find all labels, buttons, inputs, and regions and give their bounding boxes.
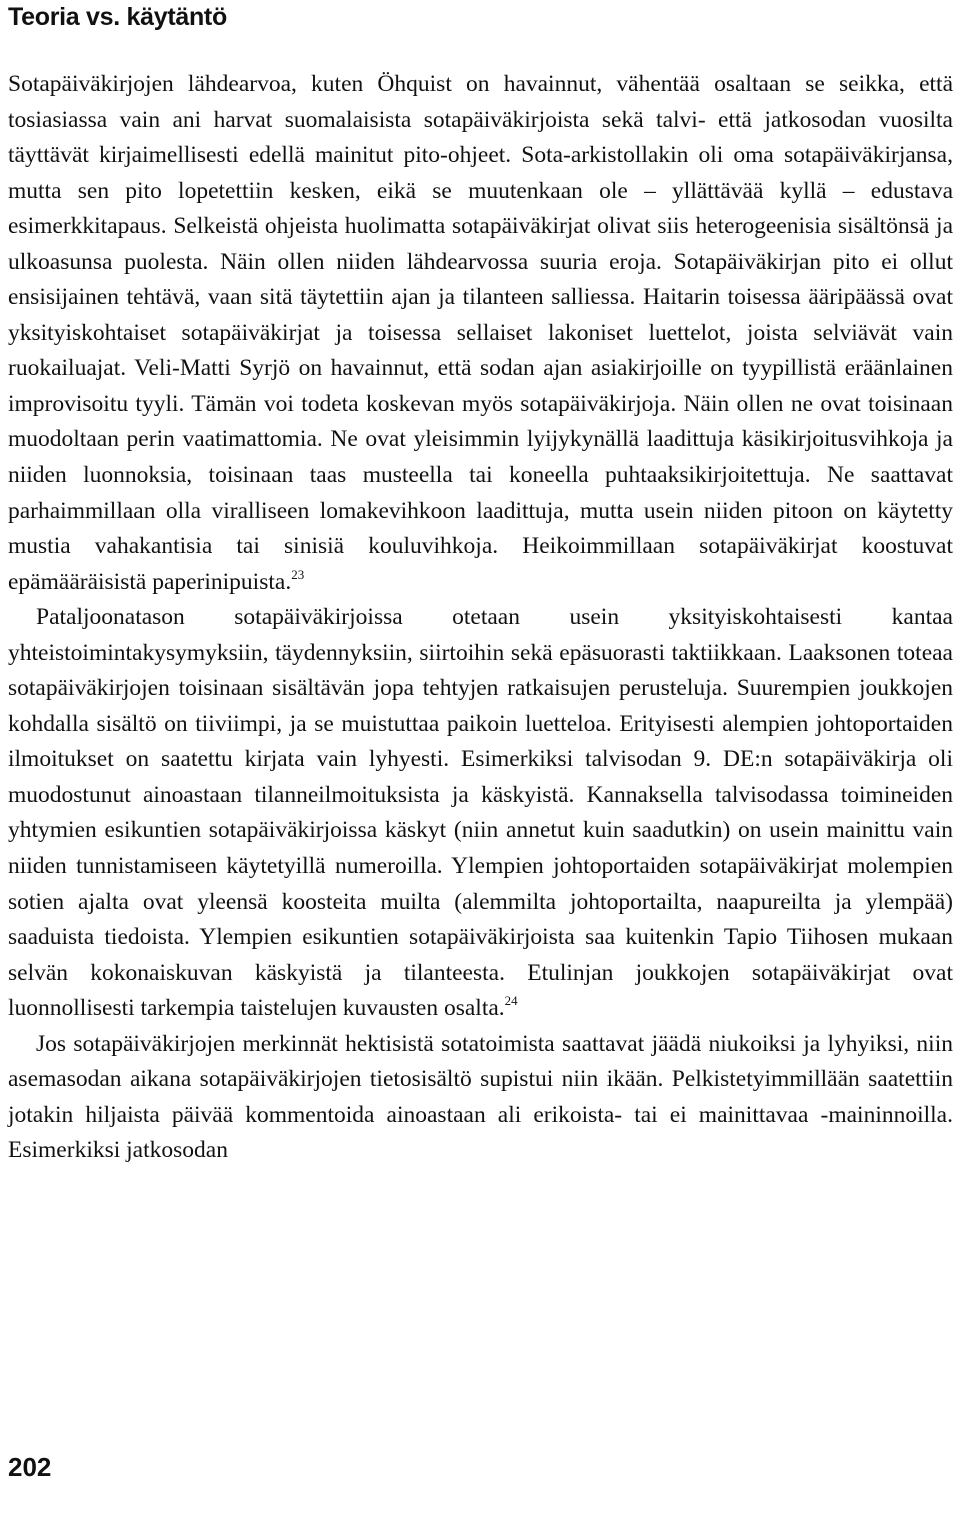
paragraph-3 [8,1027,953,1169]
paragraph-1-text: Sotapäiväkirjojen lähdearvoa, kuten Öhquist on havainnut, vähentää osaltaan se seikka, että tosiasiassa vain ani harvat suomalaisista sotapäiväkirjoista sekä talvi- että jatkosodan vuosilta täyttävät kirjaimellisesti edellä mainitut pito-ohjeet. Sota-arkistollakin oli oma sotapäiväkirjansa, mutta sen pito lopetettiin kesken, eikä se muutenkaan ole – yllättävää kyllä – edustava esimerkkitapaus. Selkeistä ohjeista huolimatta sotapäiväkirjat olivat siis heterogeenisia sisältönsä ja ulkoasunsa puolesta. Näin ollen niiden lähdearvossa suuria eroja. Sotapäiväkirjan pito ei ollut ensisijainen tehtävä, vaan sitä täytettiin ajan ja tilanteen salliessa. Haitarin toisessa ääripäässä ovat yksityiskohtaiset sotapäiväkirjat ja toisessa sellaiset lakoniset luettelot, joista selviävät vain ruokailuajat. Veli-Matti Syrjö on havainnut, että sodan ajan asiakirjoille on tyypillistä eräänlainen improvisoitu tyyli. Tämän voi todeta koskevan myös sotapäiväkirjoja. Näin ollen ne ovat toisinaan muodoltaan perin vaatimattomia. Ne ovat yleisimmin lyijykynällä laadittuja käsikirjoitusvihkoja ja niiden luonnoksia, toisinaan taas musteella tai koneella puhtaaksikirjoitettuja. Ne saattavat parhaimmillaan olla viralliseen lomakevihkoon laadittuja, mutta usein niiden pitoon on käytetty mustia vahakantisia tai sinisiä kouluvihkoja. Heikoimmillaan sotapäiväkirjat koostuvat epämääräisistä paperinipuista. [8,71,953,595]
paragraph-1 [8,67,953,600]
running-header: Teoria vs. käytäntö [8,3,227,31]
paragraph-2-text: Pataljoonatason sotapäiväkirjoissa otetaan usein yksityiskohtaisesti kantaa yhteistoimintakysymyksiin, täydennyksiin, siirtoihin sekä epäsuorasti taktiikkaan. Laaksonen toteaa sotapäiväkirjojen toisinaan sisältävän jopa tehtyjen ratkaisujen perusteluja. Suurempien joukkojen kohdalla sisältö on tiiviimpi, ja se muistuttaa paikoin luetteloa. Erityisesti alempien johtoportaiden ilmoitukset on saatettu kirjata vain lyhyesti. Esimerkiksi talvisodan 9. DE:n sotapäiväkirja oli muodostunut ainoastaan tilanneilmoituksista ja käskyistä. Kannaksella talvisodassa toimineiden yhtymien esikuntien sotapäiväkirjoissa käskyt (niin annetut kuin saadutkin) on usein mainittu vain niiden tunnistamiseen käytetyillä numeroilla. Ylempien johtoportaiden sotapäiväkirjat molempien sotien ajalta ovat yleensä koosteita muilta (alemmilta johtoportailta, naapureilta ja ylempää) saaduista tiedoista. Ylempien esikuntien sotapäiväkirjoista saa kuitenkin Tapio Tiihosen mukaan selvän kokonaiskuvan käskyistä ja tilanteesta. Etulinjan joukkojen sotapäiväkirjat ovat luonnollisesti tarkempia taistelujen kuvausten osalta. [8,604,953,1022]
page-number: 202 [8,1452,52,1482]
body-text [8,67,953,1169]
footnote-ref-24: 24 [504,993,518,1009]
paragraph-2 [8,600,953,1027]
paragraph-3-text: Jos sotapäiväkirjojen merkinnät hektisistä sotatoimista saattavat jäädä niukoiksi ja lyhyiksi, niin asemasodan aikana sotapäiväkirjojen tietosisältö supistui niin ikään. Pelkistetyimmillään saatettiin jotakin hiljaista päivää kommentoida ainoastaan ali erikoista- tai ei mainittavaa -maininnoilla. Esimerkiksi jatkosodan [8,1030,953,1164]
footnote-ref-23: 23 [291,566,305,582]
